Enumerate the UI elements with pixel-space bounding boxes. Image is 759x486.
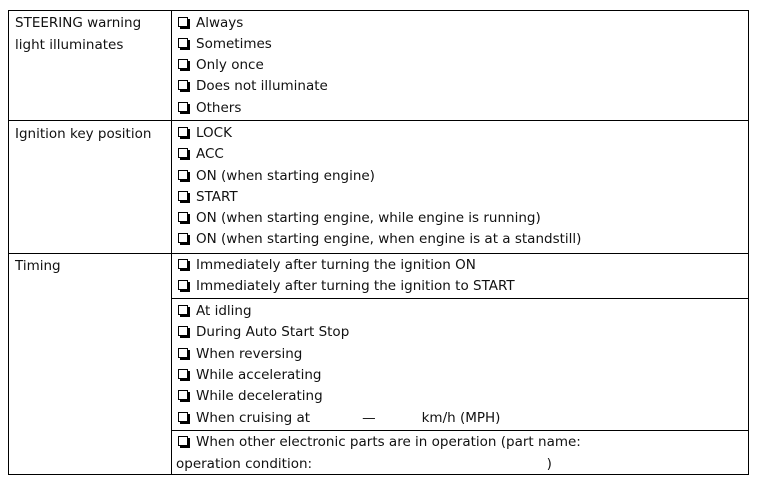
checkbox-icon[interactable] [178,148,188,158]
checkbox-others[interactable] [176,98,241,119]
checkbox-start[interactable] [176,187,238,208]
subrow-divider [171,430,748,431]
checkbox-icon[interactable] [178,412,188,422]
checkbox-on-standstill[interactable] [176,229,581,250]
column-divider [171,11,172,474]
checkbox-icon[interactable] [178,326,188,336]
option-label: ACC [196,146,224,162]
checkbox-on-starting[interactable] [176,166,375,187]
option-label: During Auto Start Stop [196,324,350,340]
diagnosis-checklist-table [8,10,749,475]
checkbox-icon[interactable] [178,212,188,222]
checkbox-icon[interactable] [178,348,188,358]
checkbox-icon[interactable] [178,305,188,315]
checkbox-icon[interactable] [178,127,188,137]
checkbox-after-ignition-on[interactable] [176,255,476,276]
checkbox-icon[interactable] [178,390,188,400]
checkbox-reversing[interactable] [176,344,302,365]
steering-light-label-line1: STEERING warning [15,15,142,31]
checkbox-other-electronic-parts[interactable] [176,432,581,453]
steering-light-label [15,12,141,56]
option-label: When other electronic parts are in operation (part name: [196,434,581,450]
row-divider [9,253,748,254]
checkbox-on-running[interactable] [176,208,541,229]
checkbox-does-not-illuminate[interactable] [176,76,328,97]
row-divider [9,120,748,121]
ignition-key-label: Ignition key position [15,126,152,142]
checkbox-icon[interactable] [178,233,188,243]
option-label: While accelerating [196,367,322,383]
checkbox-icon[interactable] [178,191,188,201]
operation-condition-label: operation condition: [176,456,313,472]
speed-range-dash: — [362,410,376,426]
subrow-divider [171,298,748,299]
operation-condition-line[interactable] [176,454,552,475]
option-label: Only once [196,57,264,73]
steering-light-label-line2: light illuminates [15,37,124,53]
option-label: LOCK [196,125,232,141]
checkbox-icon[interactable] [178,17,188,27]
checkbox-decelerating[interactable] [176,386,323,407]
checkbox-always[interactable] [176,13,243,34]
option-label: Always [196,15,244,31]
option-label: ON (when starting engine, while engine is running) [196,210,541,226]
option-label: Immediately after turning the ignition ON [196,257,476,273]
option-label: ON (when starting engine, when engine is at a standstill) [196,231,582,247]
option-label: Immediately after turning the ignition to START [196,278,515,294]
checkbox-icon[interactable] [178,38,188,48]
checkbox-lock[interactable] [176,123,232,144]
option-label: ON (when starting engine) [196,168,375,184]
checkbox-at-idling[interactable] [176,301,252,322]
checkbox-auto-start-stop[interactable] [176,322,349,343]
timing-label: Timing [15,258,61,274]
closing-parenthesis: ) [546,456,552,472]
checkbox-icon[interactable] [178,59,188,69]
option-label: Does not illuminate [196,78,328,94]
checkbox-acc[interactable] [176,144,224,165]
checkbox-icon[interactable] [178,280,188,290]
checkbox-icon[interactable] [178,369,188,379]
option-label: Sometimes [196,36,272,52]
checkbox-icon[interactable] [178,259,188,269]
checkbox-cruising[interactable] [176,408,500,429]
option-label: At idling [196,303,252,319]
checkbox-icon[interactable] [178,102,188,112]
checkbox-only-once[interactable] [176,55,264,76]
checkbox-icon[interactable] [178,170,188,180]
checkbox-icon[interactable] [178,436,188,446]
speed-unit-label: km/h (MPH) [421,410,501,426]
option-label: START [196,189,238,205]
option-label: When reversing [196,346,303,362]
cruising-prefix-label: When cruising at [196,410,311,426]
checkbox-icon[interactable] [178,80,188,90]
checkbox-accelerating[interactable] [176,365,321,386]
option-label: While decelerating [196,388,323,404]
checkbox-after-ignition-start[interactable] [176,276,515,297]
checkbox-sometimes[interactable] [176,34,272,55]
option-label: Others [196,100,242,116]
